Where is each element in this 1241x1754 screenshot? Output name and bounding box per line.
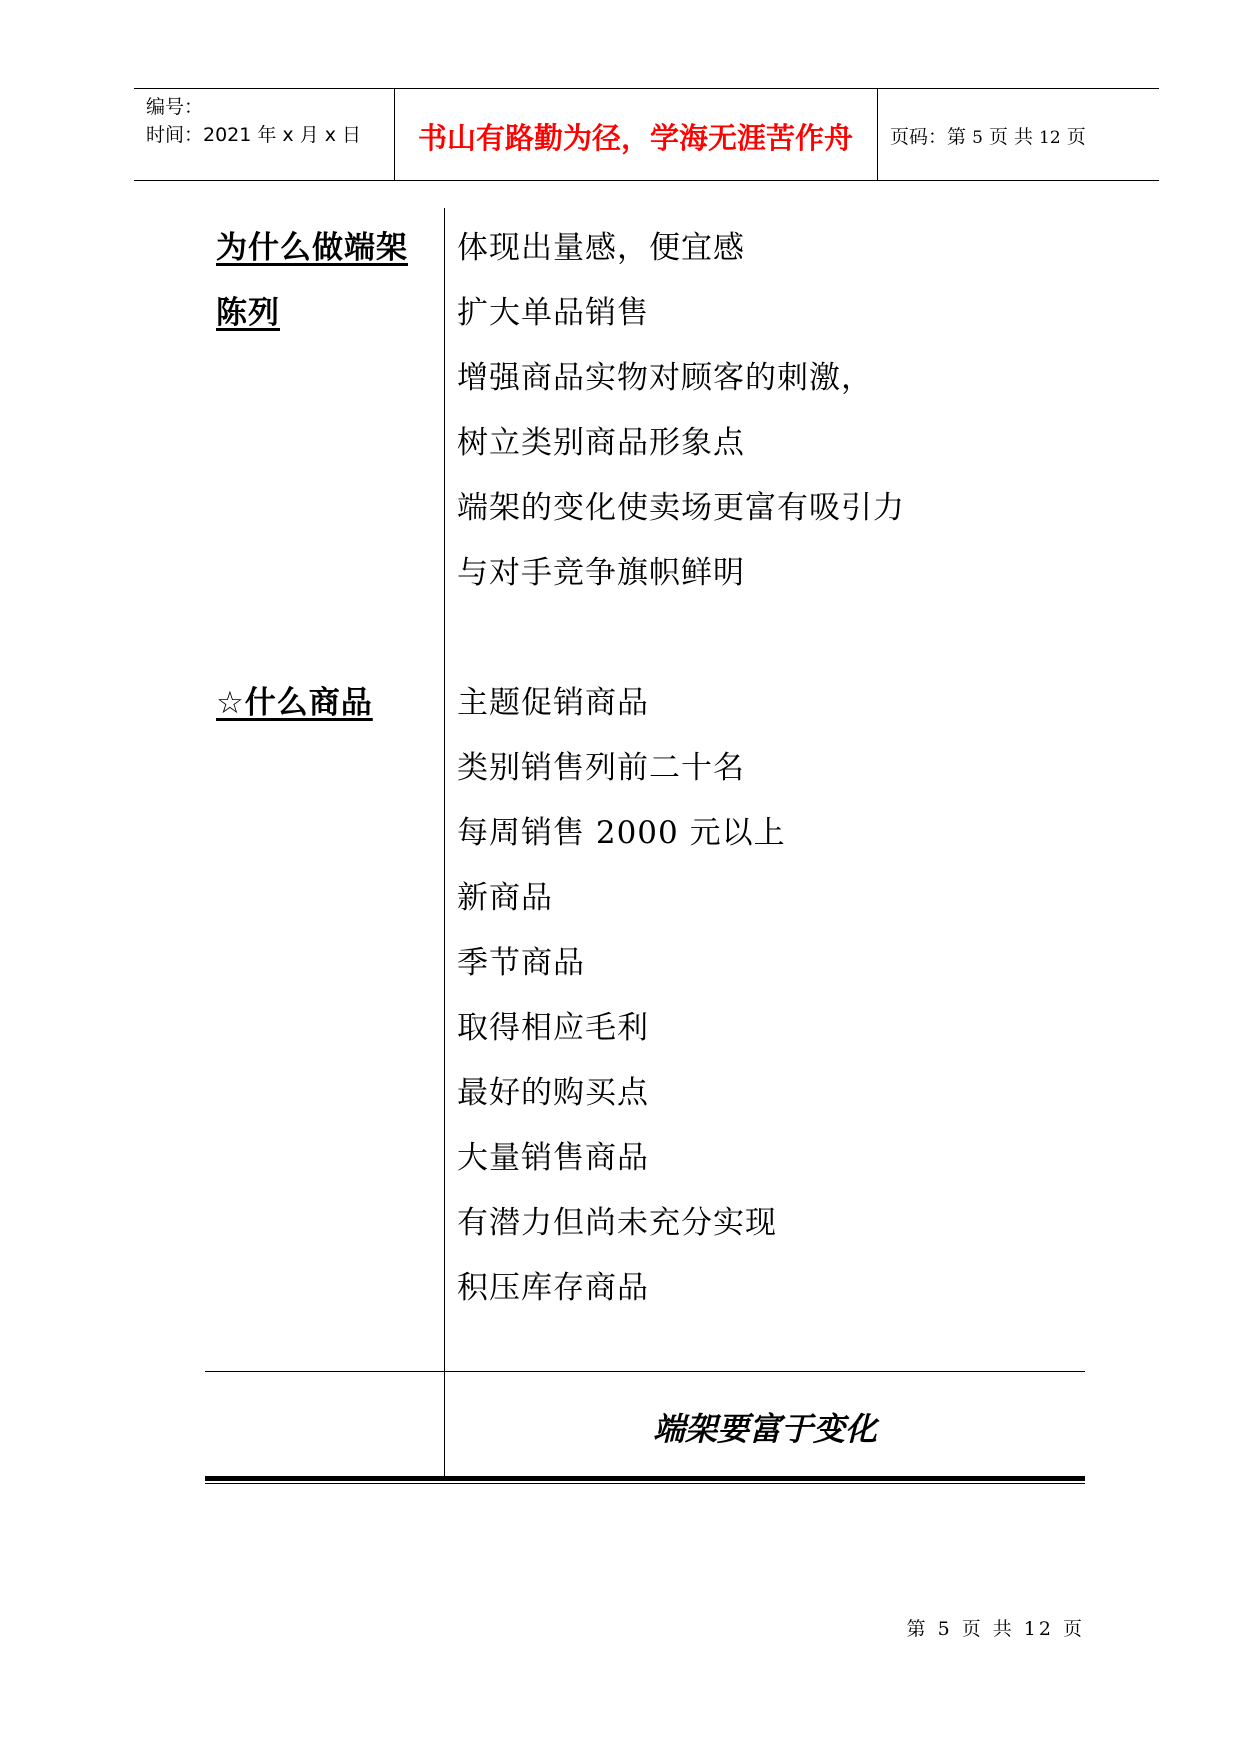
section1-heading-line1: 为什么做端架 — [216, 230, 408, 266]
list-item: 积压库存商品 — [457, 1270, 649, 1306]
page-current: 5 — [972, 128, 983, 148]
page-total: 12 — [1039, 128, 1061, 148]
table-row-rule — [205, 1371, 1085, 1372]
list-item: 主题促销商品 — [457, 685, 649, 721]
list-item: 端架的变化使卖场更富有吸引力 — [457, 490, 905, 526]
page-mid: 页 共 — [988, 126, 1033, 148]
list-item: 新商品 — [457, 880, 553, 916]
slogan: 端架要富于变化 — [652, 1410, 877, 1448]
page-prefix: 页码：第 — [890, 126, 967, 148]
header-bottom-rule — [134, 180, 1159, 181]
list-item: 树立类别商品形象点 — [457, 425, 745, 461]
list-item: 增强商品实物对顾客的刺激， — [457, 360, 873, 396]
header-motto: 书山有路勤为径，学海无涯苦作舟 — [417, 121, 853, 155]
bottom-thin-rule — [205, 1483, 1085, 1484]
page-footer: 第 5 页 共 12 页 — [906, 1618, 1085, 1640]
list-item: 类别销售列前二十名 — [457, 750, 745, 786]
list-item: 体现出量感，便宜感 — [457, 230, 745, 266]
section1-heading-line2: 陈列 — [216, 295, 280, 331]
header-page-indicator — [890, 122, 1086, 149]
header-divider-right — [877, 88, 878, 181]
list-item: 大量销售商品 — [457, 1140, 649, 1176]
section2-heading: ☆什么商品 — [216, 685, 373, 721]
list-item: 与对手竞争旗帜鲜明 — [457, 555, 745, 591]
list-item: 每周销售 2000 元以上 — [457, 815, 786, 851]
list-item: 最好的购买点 — [457, 1075, 649, 1111]
header-top-rule — [134, 88, 1159, 89]
document-number-label: 编号： — [146, 96, 204, 118]
list-item: 季节商品 — [457, 945, 585, 981]
column-divider — [444, 208, 445, 1476]
document-time-label: 时间：2021 年 x 月 x 日 — [146, 124, 362, 146]
page-suffix: 页 — [1066, 126, 1086, 148]
list-item: 有潜力但尚未充分实现 — [457, 1205, 777, 1241]
list-item: 取得相应毛利 — [457, 1010, 649, 1046]
list-item: 扩大单品销售 — [457, 295, 649, 331]
bottom-thick-rule — [205, 1476, 1085, 1481]
